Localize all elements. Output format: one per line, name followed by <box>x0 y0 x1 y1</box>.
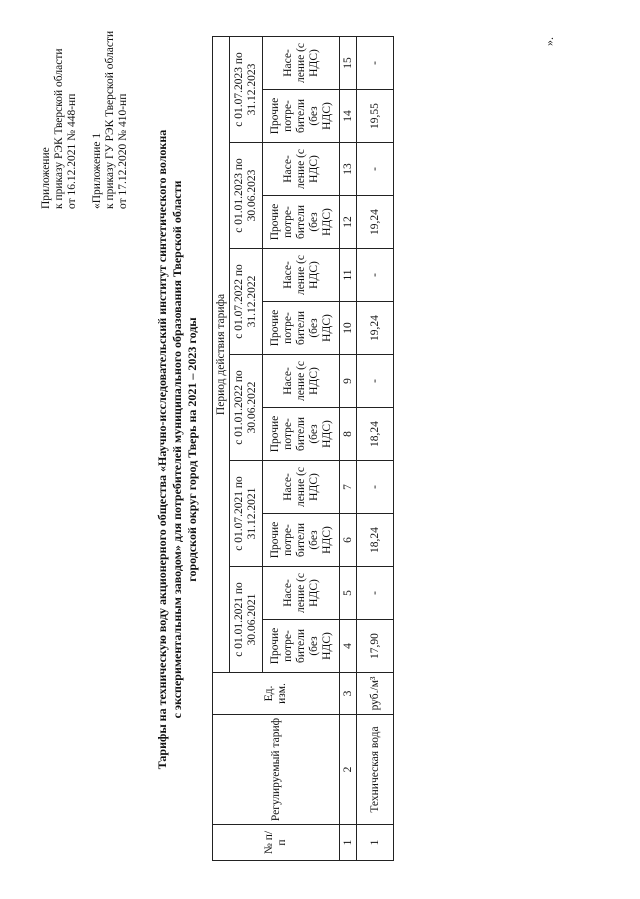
header-period: с 01.01.2022 по 30.06.2022 <box>230 355 263 461</box>
approval-block <box>40 9 130 209</box>
document-title <box>155 30 200 869</box>
header-period: с 01.07.2021 по 31.12.2021 <box>230 461 263 567</box>
tariff-value: 18,24 <box>357 408 394 461</box>
header-other-consumers: Прочие потре- бители (без НДС) <box>263 408 340 461</box>
column-number: 4 <box>340 620 357 673</box>
approval-line: Приложение <box>40 147 52 209</box>
title-line: с экспериментальным заводом» для потребителей муниципального образования Тверской области <box>170 180 184 719</box>
column-number-row <box>340 37 357 861</box>
header-period: с 01.07.2023 по 31.12.2023 <box>230 37 263 143</box>
header-population: Насе- ление (с НДС) <box>263 249 340 302</box>
column-number: 7 <box>340 461 357 514</box>
column-number: 1 <box>340 825 357 861</box>
header-other-consumers: Прочие потре- бители (без НДС) <box>263 196 340 249</box>
header-tariff: Регулируемый тариф <box>213 715 340 825</box>
column-number: 15 <box>340 37 357 90</box>
row-number: 1 <box>357 825 394 861</box>
tariff-value: - <box>357 567 394 620</box>
column-number: 10 <box>340 302 357 355</box>
header-period: с 01.07.2022 по 31.12.2022 <box>230 249 263 355</box>
row-unit: руб./м³ <box>357 673 394 715</box>
tariff-table <box>212 36 394 861</box>
tariff-value: - <box>357 249 394 302</box>
column-number: 14 <box>340 90 357 143</box>
approval-line: к приказу ГУ РЭК Тверской области <box>104 30 116 209</box>
column-number: 6 <box>340 514 357 567</box>
header-num: № п/ п <box>213 825 340 861</box>
tariff-value: - <box>357 355 394 408</box>
header-population: Насе- ление (с НДС) <box>263 461 340 514</box>
column-number: 11 <box>340 249 357 302</box>
header-period-group: Период действия тарифа <box>213 37 230 673</box>
column-number: 12 <box>340 196 357 249</box>
column-number: 13 <box>340 143 357 196</box>
header-population: Насе- ление (с НДС) <box>263 143 340 196</box>
tariff-value: - <box>357 461 394 514</box>
tariff-value: 19,24 <box>357 302 394 355</box>
column-number: 9 <box>340 355 357 408</box>
tariff-value: 19,55 <box>357 90 394 143</box>
column-number: 5 <box>340 567 357 620</box>
tariff-value: - <box>357 143 394 196</box>
header-unit: Ед. изм. <box>213 673 340 715</box>
tariff-value: 17,90 <box>357 620 394 673</box>
row-tariff: Техническая вода <box>357 715 394 825</box>
header-row-periods-group <box>213 37 230 861</box>
tariff-value: - <box>357 37 394 90</box>
header-other-consumers: Прочие потре- бители (без НДС) <box>263 620 340 673</box>
header-other-consumers: Прочие потре- бители (без НДС) <box>263 90 340 143</box>
closing-quote: ». <box>542 37 556 46</box>
title-line: Тарифы на техническую воду акционерного общества «Научно-исследовательский институт синтетического волокна <box>155 129 169 770</box>
approval-line: к приказу РЭК Тверской области <box>53 48 65 209</box>
header-population: Насе- ление (с НДС) <box>263 37 340 90</box>
table-row <box>357 37 394 861</box>
approval-line: «Приложение 1 <box>91 132 103 209</box>
tariff-value: 18,24 <box>357 514 394 567</box>
approval-line: от 16.12.2021 № 448-нп <box>66 93 78 209</box>
approval-line: от 17.12.2020 № 410-нп <box>117 93 129 209</box>
tariff-value: 19,24 <box>357 196 394 249</box>
header-other-consumers: Прочие потре- бители (без НДС) <box>263 514 340 567</box>
column-number: 3 <box>340 673 357 715</box>
header-other-consumers: Прочие потре- бители (без НДС) <box>263 302 340 355</box>
header-population: Насе- ление (с НДС) <box>263 567 340 620</box>
column-number: 8 <box>340 408 357 461</box>
header-period: с 01.01.2021 по 30.06.2021 <box>230 567 263 673</box>
header-population: Насе- ление (с НДС) <box>263 355 340 408</box>
title-line: городской округ город Тверь на 2021 – 2023 годы <box>185 317 199 582</box>
header-period: с 01.01.2023 по 30.06.2023 <box>230 143 263 249</box>
column-number: 2 <box>340 715 357 825</box>
